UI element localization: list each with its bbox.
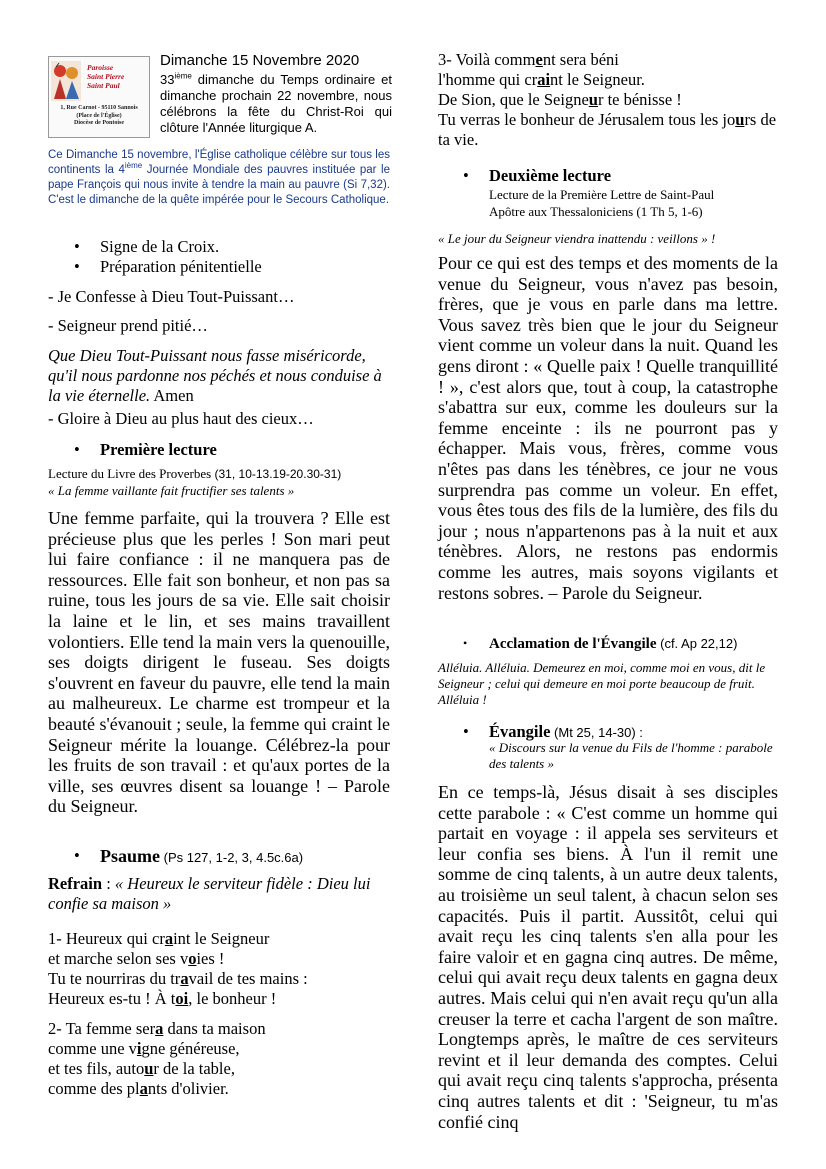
stanza-line: comme une vigne généreuse, bbox=[48, 1039, 240, 1058]
gloire-line: - Gloire à Dieu au plus haut des cieux… bbox=[48, 409, 314, 428]
stanza-line: Tu te nourriras du travail de tes mains : bbox=[48, 969, 308, 988]
second-reading-quote: « Le jour du Seigneur viendra inattendu : veillons » ! bbox=[438, 231, 716, 246]
stanza-line: 1- Heureux qui craint le Seigneur bbox=[48, 929, 270, 948]
page-header bbox=[160, 52, 392, 136]
list-item: • Préparation pénitentielle bbox=[48, 257, 390, 277]
rite-list bbox=[48, 237, 390, 277]
acclamation-text: Alléluia. Alléluia. Demeurez en moi, comme moi en vous, dit le Seigneur ; celui qui demeure en moi porte beaucoup de fruit. Alléluia ! bbox=[438, 660, 766, 707]
stanza-line: comme des plants d'olivier. bbox=[48, 1079, 229, 1098]
stanza-line: 2- Ta femme sera dans ta maison bbox=[48, 1019, 266, 1038]
page-date: Dimanche 15 Novembre 2020 bbox=[160, 52, 360, 69]
pitie-line: - Seigneur prend pitié… bbox=[48, 316, 208, 335]
gospel-quote: « Discours sur la venue du Fils de l'homme : parabole des talents » bbox=[489, 740, 773, 771]
acclamation-heading: • Acclamation de l'Évangile (cf. Ap 22,12) bbox=[463, 636, 738, 652]
second-reading-ref: Lecture de la Première Lettre de Saint-Paul Apôtre aux Thessaloniciens (1 Th 5, 1-6) bbox=[489, 187, 715, 219]
gospel-heading: • Évangile (Mt 25, 14-30) : bbox=[463, 722, 643, 741]
gospel-text: En ce temps-là, Jésus disait à ses disciples cette parabole : « C'est comme un homme qui partait en voyage : il appela ses serviteurs et leur confia ses biens. À l'un il remit une somme de cinq talents, à un autre deux talents, au troisième un seul talent, à chacun selon ses capacités. Puis il partit. Aussitôt, celui qui avait reçu les cinq talents s'en alla pour les faire valoir et en gagna cinq autres. De même, celui qui avait reçu deux talents en gagna deux autres. Mais celui qui n'en avait reçu qu'un alla creuser la terre et cacha l'argent de son maître. Longtemps après, le maître de ces serviteurs revint et il leur demanda des comptes. Celui qui avait reçu cinq talents s'approcha, présenta cinq autres talents et dit : 'Seigneur, tu m'as confié cinq bbox=[438, 782, 778, 1132]
first-reading-quote: « La femme vaillante fait fructifier ses talents » bbox=[48, 483, 295, 498]
second-reading-heading: • Deuxième lecture bbox=[463, 166, 612, 185]
psalm-stanza-2 bbox=[48, 1019, 390, 1099]
stanza-line: Tu verras le bonheur de Jérusalem tous les jours de ta vie. bbox=[438, 110, 777, 149]
logo-name: Paroisse Saint Pierre Saint Paul bbox=[87, 63, 125, 90]
psalm-stanza-3 bbox=[438, 50, 778, 150]
stanza-line: 3- Voilà comment sera béni bbox=[438, 50, 619, 69]
stanza-line: et marche selon ses voies ! bbox=[48, 949, 225, 968]
intro-notice: Ce Dimanche 15 novembre, l'Église catholique célèbre sur tous les continents la 4ième Journée Mondiale des pauvres instituée par le pape François qui nous invite à tendre la main au pauvre (Si 7,32). C'est le dimanche de la quête impérée pour le Secours Catholique. bbox=[48, 149, 390, 206]
confesse-line: - Je Confesse à Dieu Tout-Puissant… bbox=[48, 287, 295, 306]
stanza-line: De Sion, que le Seigneur te bénisse ! bbox=[438, 90, 682, 109]
list-item: • Signe de la Croix. bbox=[48, 237, 390, 257]
psalm-stanza-1 bbox=[48, 929, 390, 1009]
parish-logo bbox=[48, 56, 150, 138]
stanza-line: et tes fils, autour de la table, bbox=[48, 1059, 235, 1078]
refrain: Refrain : « Heureux le serviteur fidèle : Dieu lui confie sa maison » bbox=[48, 874, 371, 913]
stanza-line: Heureux es-tu ! À toi, le bonheur ! bbox=[48, 989, 277, 1008]
psalm-heading: • Psaume (Ps 127, 1-2, 3, 4.5c.6a) bbox=[74, 846, 304, 866]
absolution: Que Dieu Tout-Puissant nous fasse miséricorde, qu'il nous pardonne nos péchés et nous conduise à la vie éternelle. Amen bbox=[48, 346, 382, 405]
second-reading-text: Pour ce qui est des temps et des moments de la venue du Seigneur, vous n'avez pas besoin, frères, que je vous en parle dans ma lettre. Vous savez très bien que le jour du Seigneur vient comme un voleur dans la nuit. Quand les gens diront : « Quelle paix ! Quelle tranquillité ! », c'est alors que, tout à coup, la catastrophe s'abattra sur eux, comme les douleurs sur la femme enceinte : ils ne pourront pas y échapper. Mais vous, frères, comme vous n'êtes pas dans les ténèbres, ce jour ne vous surprendra pas comme un voleur. En effet, vous êtes tous des fils de la lumière, des fils du jour ; nous n'appartenons pas à la nuit et aux ténèbres. Alors, ne restons pas endormis comme les autres, mais soyons vigilants et restons sobres. – Parole du Seigneur. bbox=[438, 253, 778, 603]
first-reading-ref: Lecture du Livre des Proverbes (31, 10-13.19-20.30-31) bbox=[48, 466, 342, 481]
first-reading-text: Une femme parfaite, qui la trouvera ? Elle est précieuse plus que les perles ! Son mari peut lui faire confiance : il ne manquera pas de ressources. Elle fait son bonheur, et non pas sa ruine, tous les jours de sa vie. Elle sait choisir la laine et le lin, et ses mains travaillent volontiers. Elle tend la main vers la quenouille, ses doigts dirigent le fuseau. Ses doigts s'ouvrent en faveur du pauvre, elle tend la main au malheureux. Le charme est trompeur et la beauté s'évanouit ; seule, la femme qui craint le Seigneur mérite la louange. Célébrez-la pour les fruits de son travail : et qu'aux portes de la ville, ses œuvres disent sa louange ! – Parole du Seigneur. bbox=[48, 508, 390, 817]
saints-illustration-icon bbox=[51, 61, 81, 101]
stanza-line: l'homme qui craint le Seigneur. bbox=[438, 70, 645, 89]
header-text: 33ième dimanche du Temps ordinaire et dimanche prochain 22 novembre, nous célébrons la fête du Christ-Roi qui clôture l'Année liturgique A. bbox=[160, 71, 392, 135]
logo-address: 1, Rue Carnot - 95110 Sannois (Place de l'Église) Diocèse de Pontoise bbox=[60, 105, 138, 126]
first-reading-heading: • Première lecture bbox=[74, 440, 217, 459]
